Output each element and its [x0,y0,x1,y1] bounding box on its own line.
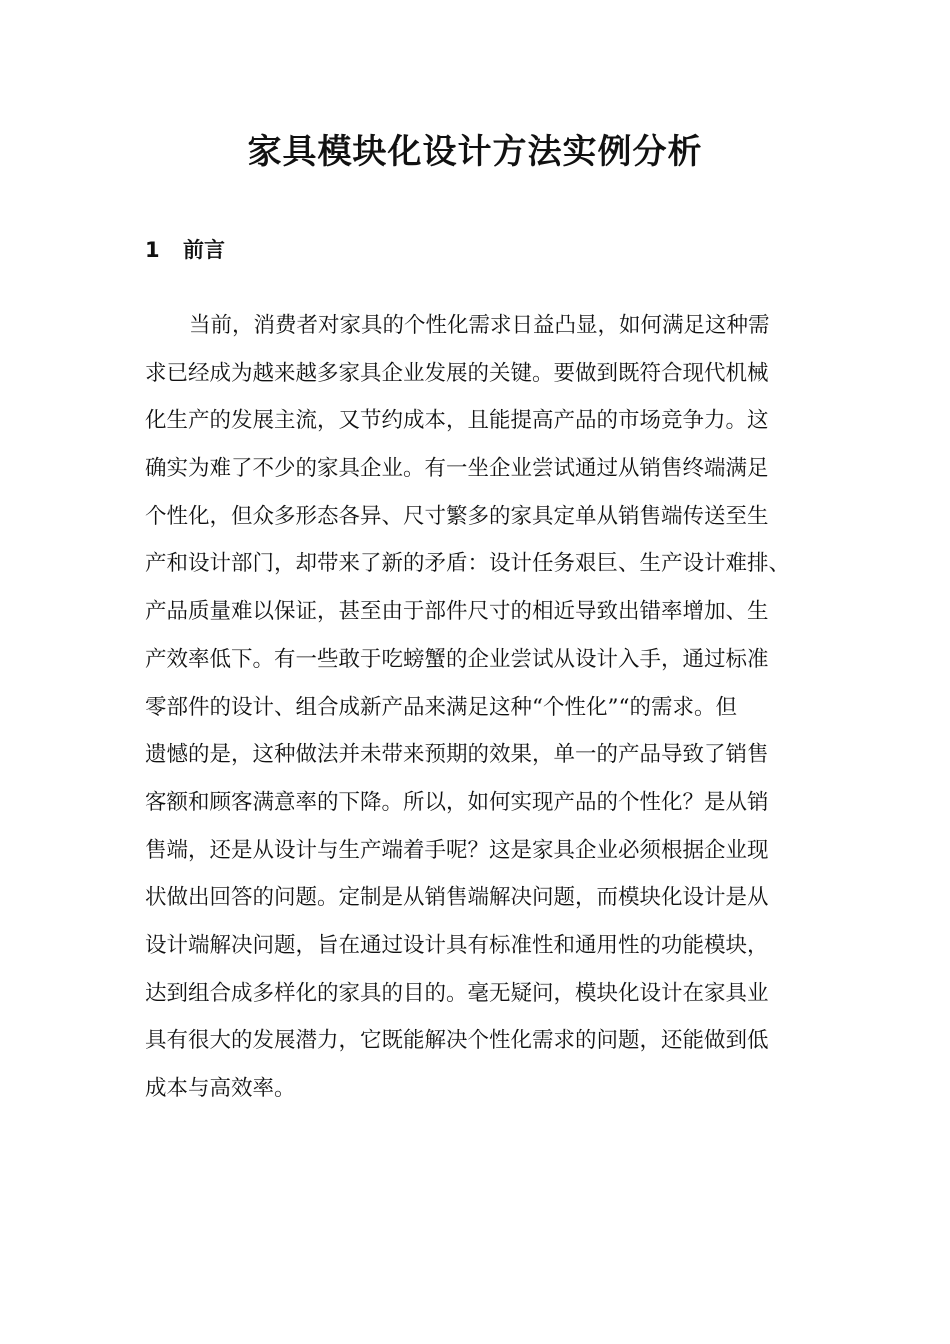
paragraph-line: 遗憾的是，这种做法并未带来预期的效果，单一的产品导致了销售 [145,742,769,768]
paragraph-line: 确实为难了不少的家具企业。有一坐企业尝试通过从销售终端满足 [145,456,769,482]
section-heading [145,234,225,266]
paragraph-line: 化生产的发展主流，又节约成本，且能提高产品的市场竞争力。这 [145,408,769,434]
paragraph-line: 零部件的设计、组合成新产品来满足这种“个性化”“的需求。但 [145,694,737,720]
paragraph-line: 客额和顾客满意率的下降。所以，如何实现产品的个性化？是从销 [145,789,769,815]
paragraph-line: 产效率低下。有一些敢于吃螃蟹的企业尝试从设计入手，通过标准 [145,646,769,672]
paragraph-line: 成本与高效率。 [145,1076,296,1101]
section-title: 前言 [183,238,225,262]
section-number: 1 [145,238,160,262]
paragraph-line: 设计端解决问题，旨在通过设计具有标准性和通用性的功能模块， [145,932,769,958]
paragraph-line: 具有很大的发展潜力，它既能解决个性化需求的问题，还能做到低 [145,1028,769,1054]
paragraph-line: 个性化，但众多形态各异、尺寸繁多的家具定单从销售端传送至生 [145,503,769,529]
document-title: 家具模块化设计方法实例分析 [247,132,703,172]
paragraph-line: 售端，还是从设计与生产端着手呢？这是家具企业必须根据企业现 [145,837,769,863]
paragraph-line: 当前，消费者对家具的个性化需求日益凸显，如何满足这种需 [189,313,770,338]
paragraph-line: 达到组合成多样化的家具的目的。毫无疑问，模块化设计在家具业 [145,980,769,1006]
paragraph-line: 产品质量难以保证，甚至由于部件尺寸的相近导致出错率增加、生 [145,599,769,625]
paragraph-line: 状做出回答的问题。定制是从销售端解决问题，而模块化设计是从 [145,885,769,911]
paragraph-line: 产和设计部门，却带来了新的矛盾：设计任务艰巨、生产设计难排、 [145,551,791,577]
paragraph-line: 求已经成为越来越多家具企业发展的关键。要做到既符合现代机械 [145,360,769,386]
section-body [145,302,805,1113]
